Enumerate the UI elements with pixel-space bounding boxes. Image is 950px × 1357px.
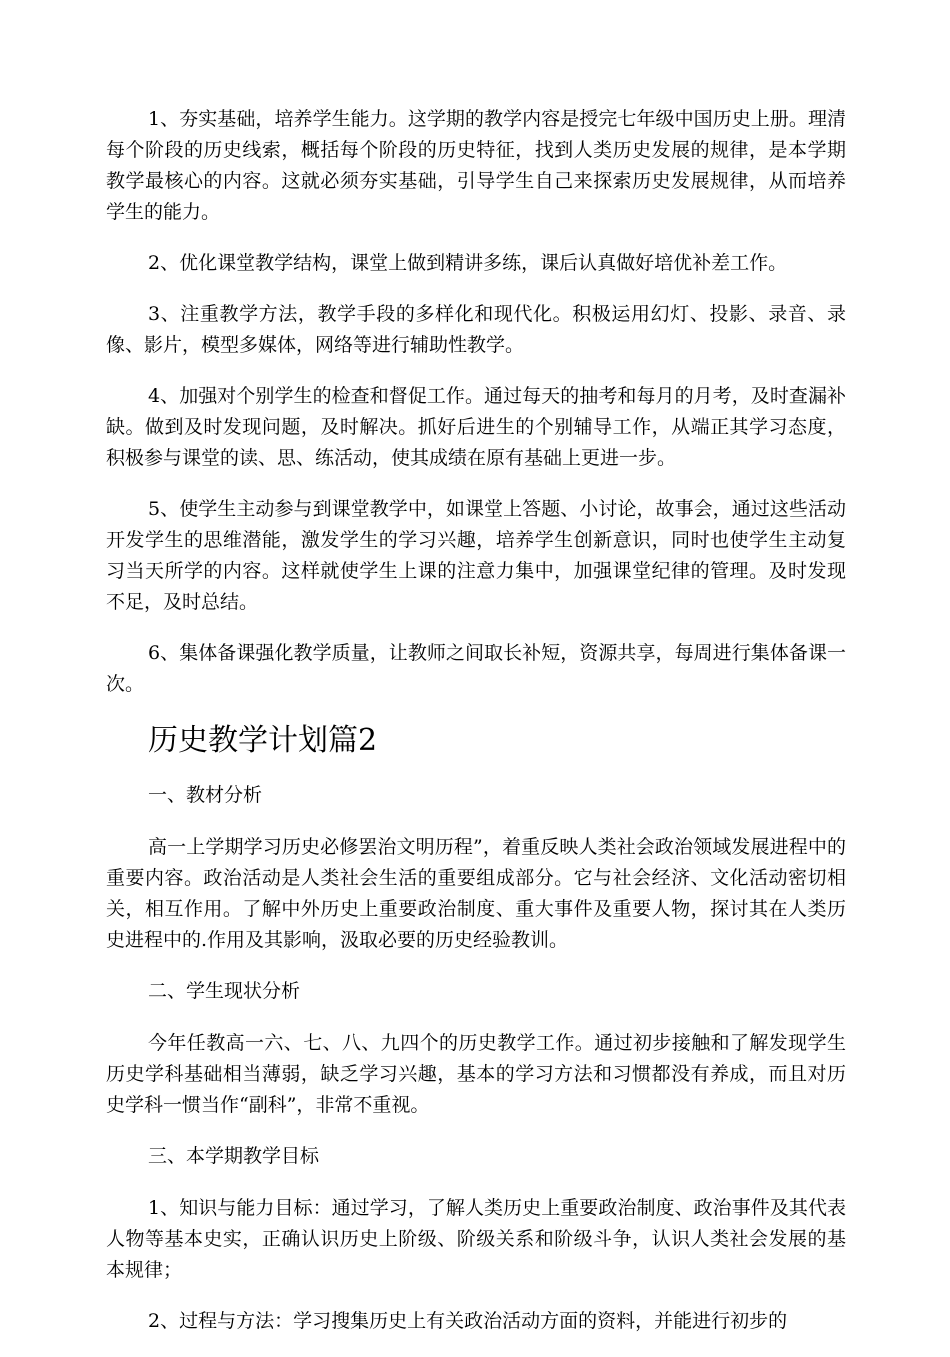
paragraph-item-6: 6、集体备课强化教学质量，让教师之间取长补短，资源共享，每周进行集体备课一次。	[106, 642, 846, 695]
paragraph-student-analysis: 今年任教高一六、七、八、九四个的历史教学工作。通过初步接触和了解发现学生历史学科基础相当薄弱，缺乏学习兴趣，基本的学习方法和习惯都没有养成，而且对历史学科一惯当作“副科”，非常不重视。	[106, 1032, 846, 1116]
subheading-materials-analysis: 一、教材分析	[148, 784, 263, 806]
section-title: 历史教学计划篇2	[148, 723, 378, 758]
document-page	[106, 104, 846, 1357]
paragraph-item-1: 1、夯实基础，培养学生能力。这学期的教学内容是授完七年级中国历史上册。理清每个阶段的历史线索，概括每个阶段的历史特征，找到人类历史发展的规律，是本学期教学最核心的内容。这就必须夯实基础，引导学生自己来探索历史发展规律，从而培养学生的能力。	[106, 108, 846, 223]
paragraph-goal-knowledge: 1、知识与能力目标：通过学习，了解人类历史上重要政治制度、政治事件及其代表人物等基本史实，正确认识历史上阶级、阶级关系和阶级斗争，认识人类社会发展的基本规律；	[106, 1197, 846, 1281]
paragraph-item-5: 5、使学生主动参与到课堂教学中，如课堂上答题、小讨论，故事会，通过这些活动开发学生的思维潜能，激发学生的学习兴趣，培养学生创新意识，同时也使学生主动复习当天所学的内容。这样就使学生上课的注意力集中，加强课堂纪律的管理。及时发现不足，及时总结。	[106, 498, 846, 613]
paragraph-item-2: 2、优化课堂教学结构，课堂上做到精讲多练，课后认真做好培优补差工作。	[148, 252, 788, 274]
subheading-teaching-goals: 三、本学期教学目标	[148, 1145, 320, 1167]
subheading-student-analysis: 二、学生现状分析	[148, 980, 301, 1002]
paragraph-item-4: 4、加强对个别学生的检查和督促工作。通过每天的抽考和每月的月考，及时查漏补缺。做到及时发现问题，及时解决。抓好后进生的个别辅导工作，从端正其学习态度，积极参与课堂的读、思、练活动，使其成绩在原有基础上更进一步。	[106, 385, 846, 469]
paragraph-goal-process: 2、过程与方法：学习搜集历史上有关政治活动方面的资料，并能进行初步的	[148, 1310, 788, 1332]
paragraph-materials-analysis: 高一上学期学习历史必修罢治文明历程”，着重反映人类社会政治领域发展进程中的重要内容。政治活动是人类社会生活的重要组成部分。它与社会经济、文化活动密切相关，相互作用。了解中外历史上重要政治制度、重大事件及重要人物，探讨其在人类历史进程中的.作用及其影响，汲取必要的历史经验教训。	[106, 836, 846, 951]
paragraph-item-3: 3、注重教学方法，教学手段的多样化和现代化。积极运用幻灯、投影、录音、录像、影片，模型多媒体，网络等进行辅助性教学。	[106, 303, 846, 356]
